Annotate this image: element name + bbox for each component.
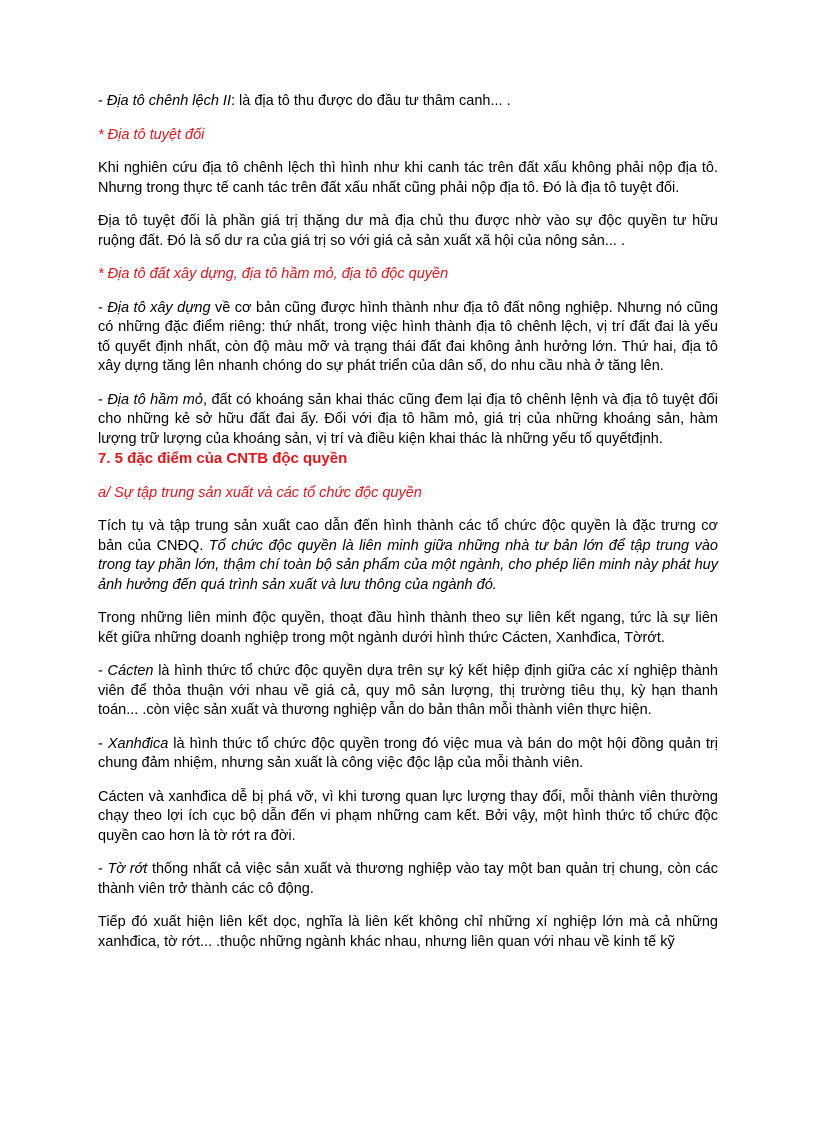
- term-mining-rent: Địa tô hầm mỏ: [107, 391, 203, 408]
- paragraph-horizontal-link: Trong những liên minh độc quyền, thoạt đầu hình thành theo sự liên kết ngang, tức là sự liên kết giữa những doanh nghiệp trong một ngành dưới hình thức Cácten, Xanhđica, Tờrớt.: [98, 610, 718, 646]
- dash: -: [98, 93, 107, 109]
- paragraph-syndicate: [98, 735, 718, 774]
- term-building-rent: Địa tô xây dựng: [107, 299, 211, 316]
- paragraph-text: , đất có khoáng sản khai thác cũng đem lại địa tô chênh lệnh và địa tô tuyệt đối cho những kẻ sở hữu đất đai ấy. Đối với địa tô hầm mỏ, giá trị của những khoáng sản, hàm lượng trữ lượng của khoáng sản, vị trí và điều kiện khai thác là những yếu tố quyếtđịnh.: [98, 391, 718, 447]
- paragraph-building-rent: [98, 299, 718, 377]
- subheading-building-mining-rent: * Địa tô đất xây dựng, địa tô hầm mỏ, địa tô độc quyền: [98, 266, 449, 282]
- paragraph-text: Tích tụ và tập trung sản xuất cao dẫn đến hình thành các tổ chức độc quyền là đặc trưng cơ bản của CNĐQ.: [98, 518, 718, 554]
- document-page: [98, 92, 718, 966]
- subheading-absolute-rent: * Địa tô tuyệt đối: [98, 126, 205, 143]
- section-title: 7. 5 đặc điểm của CNTB độc quyền: [98, 450, 348, 467]
- dash: -: [98, 735, 108, 752]
- paragraph-text: về cơ bản cũng được hình thành như địa tô đất nông nghiệp. Nhưng nó cũng có những đặc điểm riêng: thứ nhất, trong việc hình thành địa tô chênh lệch, vị trí đất đai là yếu tố quyết định nhất, còn độ màu mỡ và trạng thái đất đai không ảnh hưởng lớn. Thứ hai, địa tô xây dựng tăng lên nhanh chóng do sự phát triển của dân số, do nhu cầu nhà ở tăng lên.: [98, 299, 719, 374]
- paragraph-text: : là địa tô thu được do đầu tư thâm canh... .: [231, 93, 511, 109]
- definition-text: Tổ chức độc quyền là liên minh giữa những nhà tư bản lớn để tập trung vào trong tay phần lớn, thậm chí toàn bộ sản phẩm của một ngành, cho phép liên minh này phát huy ảnh hưởng đến quá trình sản xuất và lưu thông của ngành đó.: [98, 537, 718, 593]
- paragraph-text: là hình thức tổ chức độc quyền dựa trên sự ký kết hiệp định giữa các xí nghiệp thành viên để thỏa thuận với nhau về giá cả, quy mô sản lượng, thị trường tiêu thụ, kỳ hạn thanh toán... .còn việc sản xuất và thương nghiệp vẫn do bản thân mỗi thành viên thực hiện.: [98, 663, 718, 718]
- term-trust: Tờ rớt: [107, 861, 148, 877]
- paragraph-differential-rent-2: [98, 92, 718, 112]
- paragraph-mining-rent: [98, 391, 718, 450]
- paragraph-text: là hình thức tổ chức độc quyền trong đó việc mua và bán do một hội đồng quản trị chung đảm nhiệm, nhưng sản xuất là công việc độc lập của mỗi thành viên.: [98, 735, 718, 771]
- dash: -: [98, 663, 108, 679]
- term-differential-rent-2: Địa tô chênh lệch II: [106, 93, 231, 109]
- paragraph-absolute-rent-2: Địa tô tuyệt đối là phần giá trị thặng dư mà địa chủ thu được nhờ vào sự độc quyền tư hữu ruộng đất. Đó là số dư ra của giá trị so với giá cả sản xuất xã hội của nông sản... .: [98, 213, 718, 249]
- paragraph-vertical-link: Tiếp đó xuất hiện liên kết dọc, nghĩa là liên kết không chỉ những xí nghiệp lớn mà cả những xanhđica, tờ rớt... .thuộc những ngành khác nhau, nhưng liên quan với nhau về kinh tế kỹ: [98, 914, 718, 950]
- paragraph-cartel: [98, 662, 718, 721]
- term-syndicate: Xanhđica: [107, 735, 169, 752]
- paragraph-monopoly-definition: [98, 517, 718, 595]
- paragraph-cartel-syndicate-break: Cácten và xanhđica dễ bị phá vỡ, vì khi tương quan lực lượng thay đổi, mỗi thành viên thường chạy theo lợi ích cục bộ dẫn đến vi phạm những cam kết. Bởi vậy, một hình thức tổ chức độc quyền cao hơn là tờ rớt ra đời.: [98, 788, 718, 844]
- subheading-concentration: a/ Sự tập trung sản xuất và các tổ chức độc quyền: [98, 484, 422, 501]
- paragraph-trust: [98, 860, 718, 899]
- dash: -: [98, 391, 108, 408]
- dash: -: [98, 299, 108, 316]
- paragraph-text: thống nhất cả việc sản xuất và thương nghiệp vào tay một ban quản trị chung, còn các thành viên trở thành các cô động.: [98, 861, 719, 897]
- paragraph-absolute-rent-1: Khi nghiên cứu địa tô chênh lệch thì hình như khi canh tác trên đất xấu không phải nộp địa tô. Nhưng trong thực tế canh tác trên đất xấu nhất cũng phải nộp địa tô. Đó là địa tô tuyệt đối.: [98, 160, 718, 196]
- term-cartel: Cácten: [107, 663, 154, 679]
- dash: -: [98, 861, 108, 877]
